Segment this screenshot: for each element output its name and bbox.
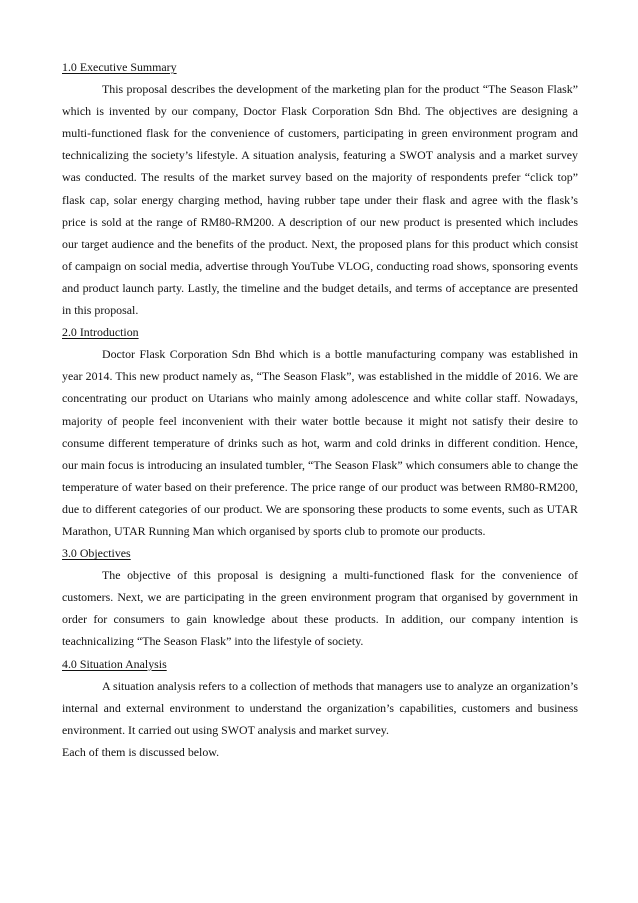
section-executive-summary — [62, 56, 578, 321]
section-heading: 2.0 Introduction — [62, 325, 139, 340]
section-paragraph: A situation analysis refers to a collection of methods that managers use to analyze an organization’s internal and external environment to understand the organization’s capabilities, customers and business environment. It carried out using SWOT analysis and market survey. — [62, 678, 578, 737]
section-situation-analysis — [62, 653, 578, 763]
section-paragraph: The objective of this proposal is designing a multi-functioned flask for the convenience of customers. Next, we are participating in the green environment program that organised by government in order for consumers to gain knowledge about these products. In addition, our company intention is teachnicalizing “The Season Flask” into the lifestyle of society. — [62, 568, 578, 649]
section-paragraph: This proposal describes the development of the marketing plan for the product “The Season Flask” which is invented by our company, Doctor Flask Corporation Sdn Bhd. The objectives are designing a multi-functioned flask for the convenience of customers, participating in green environment program and technicalizing the society’s lifestyle. A situation analysis, featuring a SWOT analysis and a market survey was conducted. The results of the market survey based on the majority of respondents prefer “click top” flask cap, solar energy charging method, having rubber tape under their flask and agree with the flask’s price is sold at the range of RM80-RM200. A description of our new product is presented which includes our target audience and the benefits of the product. Next, the proposed plans for this product which consist of campaign on social media, advertise through YouTube VLOG, conducting road shows, sponsoring events and product launch party. Lastly, the timeline and the budget details, and terms of acceptance are presented in this proposal. — [62, 82, 578, 318]
section-heading: 4.0 Situation Analysis — [62, 656, 167, 671]
section-introduction — [62, 321, 578, 542]
document-body — [62, 56, 578, 763]
closing-line: Each of them is discussed below. — [62, 744, 220, 759]
section-heading: 3.0 Objectives — [62, 546, 131, 561]
section-paragraph: Doctor Flask Corporation Sdn Bhd which is a bottle manufacturing company was established in year 2014. This new product namely as, “The Season Flask”, was established in the middle of 2016. We are concentrating our product on Utarians who mainly among adolescence and white collar staff. Nowadays, majority of people feel inconvenient with their water bottle because it might not satisfy their desire to consume different temperature of drinks such as hot, warm and cold drinks in different condition. Hence, our main focus is introducing an insulated tumbler, “The Season Flask” which consumers able to change the temperature of water based on their preference. The price range of our product was between RM80-RM200, due to different categories of our product. We are sponsoring these products to some events, such as UTAR Marathon, UTAR Running Man which organised by sports club to promote our products. — [62, 347, 578, 538]
section-heading: 1.0 Executive Summary — [62, 60, 177, 74]
section-objectives — [62, 542, 578, 652]
